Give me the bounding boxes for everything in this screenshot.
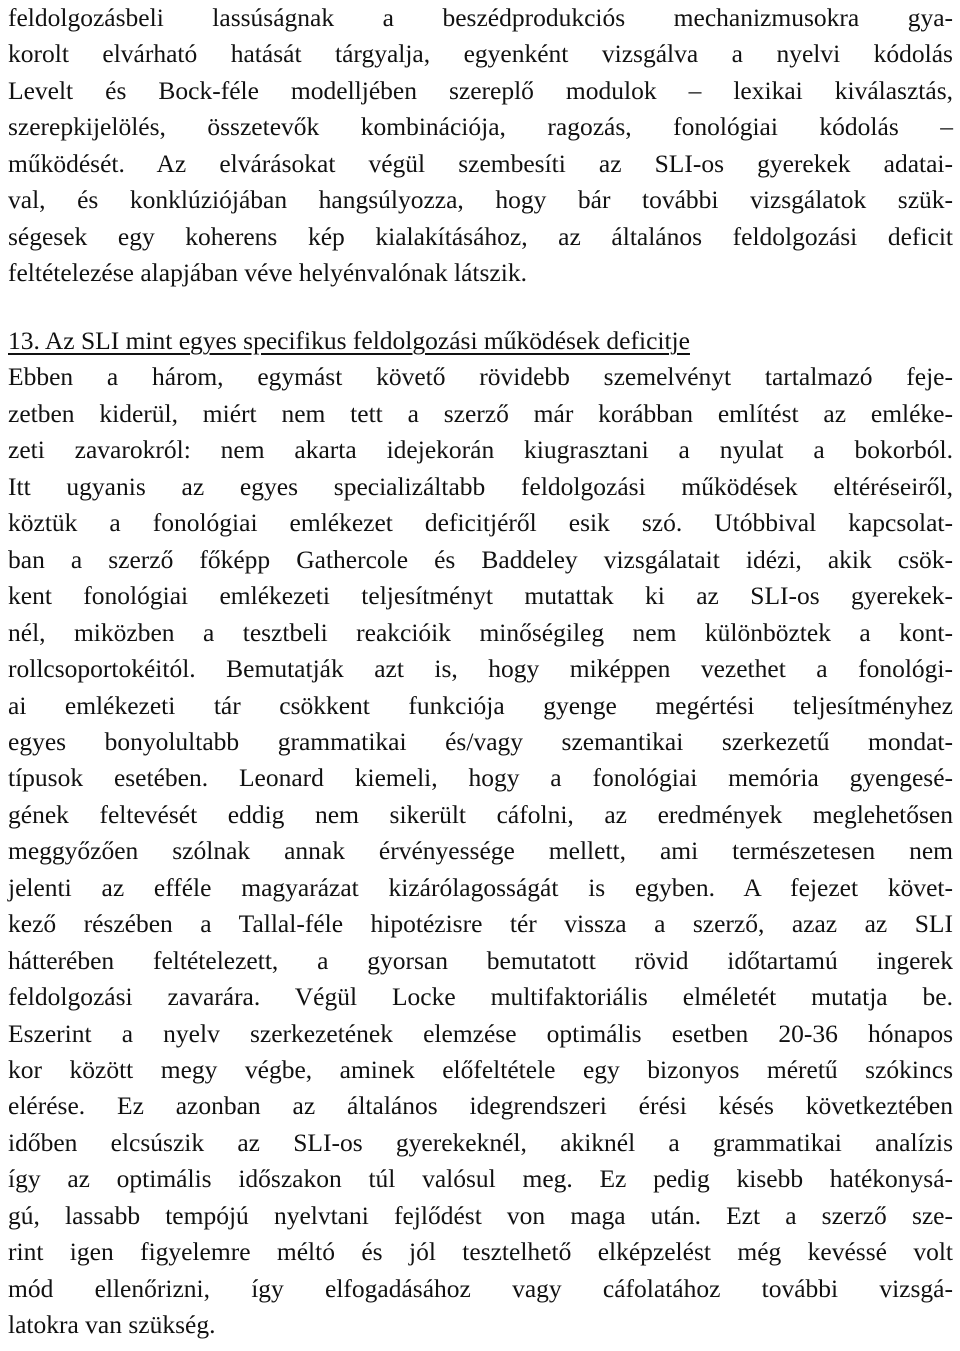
text-line: val, és konklúziójában hangsúlyozza, hogy bár további vizsgálatok szük- [8,185,953,215]
text-line: így az optimális időszakon túl valósul meg. Ez pedig kisebb hatékonysá- [8,1164,953,1194]
text-line: Ebben a három, egymást követő rövidebb szemelvényt tartalmazó feje- [8,362,953,392]
text-line: típusok esetében. Leonard kiemeli, hogy a fonológiai memória gyengesé- [8,763,953,793]
text-line: feldolgozásbeli lassúságnak a beszédprodukciós mechanizmusokra gya- [8,3,953,32]
text-line: nél, miközben a tesztbeli reakcióik minőségileg nem különböztek a kont- [8,617,953,647]
text-line: időben elcsúszik az SLI-os gyerekeknél, akiknél a grammatikai analízis [8,1127,953,1157]
text-line: ban a szerző főképp Gathercole és Baddeley vizsgálatait idézi, akik csök- [8,544,953,574]
text-line: egyes bonyolultabb grammatikai és/vagy szemantikai szerkezetű mondat- [8,726,953,756]
text-line: működését. Az elvárásokat végül szembesíti az SLI-os gyerekek adatai- [8,148,953,178]
text-line: ségesek egy koherens kép kialakításához, az általános feldolgozási deficit [8,221,953,251]
text-line: kent fonológiai emlékezeti teljesítményt mutattak ki az SLI-os gyerekek- [8,581,953,611]
text-line: Levelt és Bock-féle modelljében szereplő modulok – lexikai kiválasztás, [8,75,953,105]
text-line: zeti zavarokról: nem akarta idejekorán kiugrasztani a nyulat a bokorból. [8,435,953,465]
text-line: feldolgozási zavarára. Végül Locke multifaktoriális elméletét mutatja be. [8,982,953,1012]
text-line: zetben kiderül, miért nem tett a szerző már korábban említést az emléke- [8,398,953,428]
text-line: korolt elvárható hatását tárgyalja, egyenként vizsgálva a nyelvi kódolás [8,39,953,69]
text-line: elérése. Ez azonban az általános idegrendszeri érési késés következtében [8,1091,953,1121]
text-line: kor között megy végbe, aminek előfeltétele egy bizonyos méretű szókincs [8,1055,953,1084]
text-line: Itt ugyanis az egyes specializáltabb feldolgozási működések eltéréseiről, [8,471,953,501]
text-line: Eszerint a nyelv szerkezetének elemzése optimális esetben 20-36 hónapos [8,1018,953,1048]
section-heading [8,323,953,359]
text-line: rint igen figyelemre méltó és jól tesztelhető elképzelést még kevéssé volt [8,1237,953,1267]
text-line: jelenti az efféle magyarázat kizárólagosságát is egyben. A fejezet követ- [8,872,953,902]
text-line: gének feltevését eddig nem sikerült cáfolni, az eredmények meglehetősen [8,799,953,829]
text-line: meggyőzően szólnak annak érvényessége mellett, ami természetesen nem [8,836,953,866]
text-line: rollcsoportokéitól. Bemutatják azt is, hogy miképpen vezethet a fonológi- [8,654,953,684]
text-line: feltételezése alapjában véve helyénvalónak látszik. [8,258,527,288]
text-line: ai emlékezeti tár csökkent funkciója gyenge megértési teljesítményhez [8,690,953,720]
text-line: gú, lassabb tempójú nyelvtani fejlődést von maga után. Ezt a szerző sze- [8,1200,953,1230]
text-line: mód ellenőrizni, így elfogadásához vagy cáfolatához további vizsgá- [8,1273,953,1303]
section-heading-text: 13. Az SLI mint egyes specifikus feldolgozási működések deficitje [8,326,690,355]
text-line: köztük a fonológiai emlékezet deficitjéről esik szó. Utóbbival kapcsolat- [8,508,953,538]
text-line: kező részében a Tallal-féle hipotézisre tér vissza a szerző, azaz az SLI [8,909,953,939]
text-line: latokra van szükség. [8,1310,216,1340]
text-line: hátterében feltételezett, a gyorsan bemutatott rövid időtartamú ingerek [8,945,953,975]
text-line: szerepkijelölés, összetevők kombinációja, ragozás, fonológiai kódolás – [8,112,953,142]
